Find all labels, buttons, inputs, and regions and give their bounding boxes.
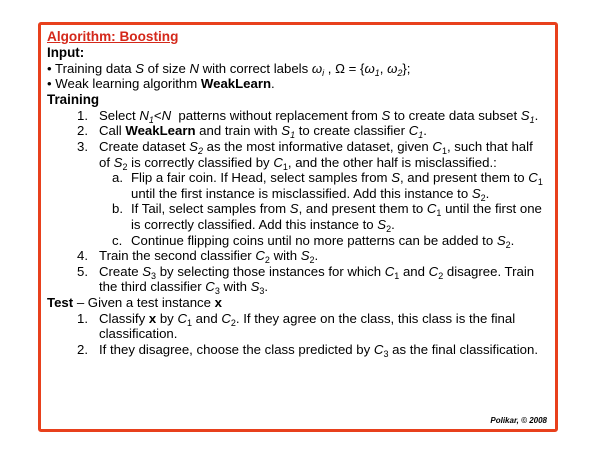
training-step-4: 4. Train the second classifier $C_2$ with $S_2$. [77,248,319,266]
training-step-2: 2. Call WeakLearn and train with $S_1$ to create classifier $C_1$. [77,123,427,141]
input-bullet-1: • Training data S of size N with correct labels $\omega_i$ , $\Omega = \{\omega_1$, $\omega_2$}; [47,60,411,78]
training-step-5: 5. Create $S_3$ by selecting those instances for which $C_1$ and $C_2$ disagree. Train [77,263,535,281]
substep-c: c. Continue flipping coins until no more patterns can be added to $S_2$. [112,232,515,250]
input-heading: Input: [47,45,85,60]
training-step-3: 3. Create dataset $S_2$ as the most informative dataset, given $C_1$, such that half [77,138,533,156]
substep-a: a. Flip a fair coin. If Head, select samples from S, and present them to $C_1$ [112,170,543,188]
credit: Polikar, © 2008 [490,416,547,425]
substep-b-cont: is correctly classified. Add this instance to $S_2$. [131,216,395,234]
input-bullet-2: • Weak learning algorithm WeakLearn. [47,76,275,92]
training-step-3-cont: of $S_2$ is correctly classified by $C_1$, and the other half is misclassified.: [99,154,497,172]
test-heading-line [47,295,549,311]
test-step-1-cont: classification. [99,326,178,342]
training-heading: Training [47,91,100,107]
algorithm-box [38,22,558,432]
substep-b: b. If Tail, select samples from S, and present them to $C_1$ until the first one [112,201,542,219]
algorithm-title: Algorithm: Boosting [47,29,179,44]
test-step-1: 1. Classify x by $C_1$ and $C_2$. If they agree on the class, this class is the final [77,310,516,328]
training-step-1: 1. Select $N_1<N$ patterns without replacement from S to create data subset $S_1$. [77,107,539,125]
substep-a-cont: until the first instance is misclassified. Add this instance to $S_2$. [131,185,490,203]
test-heading: Test [47,294,74,310]
test-intro: – Given a test instance x [76,294,222,310]
test-step-2: 2. If they disagree, choose the class predicted by $C_3$ as the final classification. [77,341,538,359]
training-step-5-cont: the third classifier $C_3$ with $S_3$. [99,279,269,297]
